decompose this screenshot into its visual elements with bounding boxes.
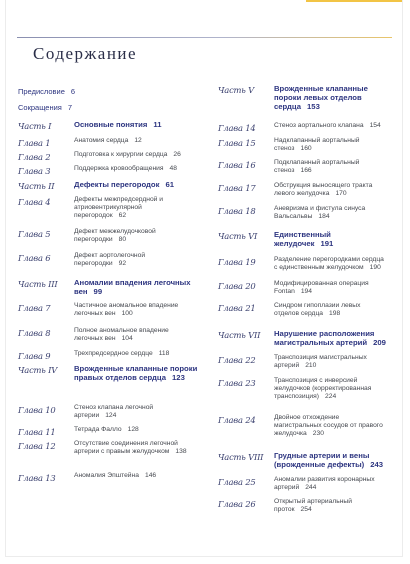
toc-entry-title: Аномалии развития коронарных артерий xyxy=(274,476,375,492)
toc-entry-title: Подклапанный аортальный стеноз xyxy=(274,159,360,175)
toc-part-entry xyxy=(18,364,202,382)
toc-entry-title: Поддержка кровообращения xyxy=(74,165,164,172)
toc-entry-text xyxy=(274,205,386,221)
toc-entry-text xyxy=(274,329,392,347)
toc-chapter-entry xyxy=(18,302,194,318)
toc-chapter-entry xyxy=(18,472,194,484)
toc-entry-label: Часть VIII xyxy=(218,452,264,462)
toc-entry-label: Глава 17 xyxy=(218,183,256,193)
toc-entry-page: 160 xyxy=(300,145,312,153)
toc-entry-title: Обструкция выносящего тракта левого желудочка xyxy=(274,182,373,198)
toc-entry-text xyxy=(274,256,386,272)
toc-entry-label: Глава 20 xyxy=(218,281,256,291)
toc-entry-page: 11 xyxy=(153,120,162,129)
toc-chapter-entry xyxy=(218,498,386,514)
toc-entry-title: Грудные артерии и вены (врожденные дефекты) xyxy=(274,451,370,470)
toc-entry-text xyxy=(74,228,194,244)
toc-chapter-entry xyxy=(218,159,386,175)
toc-chapter-entry xyxy=(18,252,194,268)
toc-entry-label: Часть IV xyxy=(18,365,58,375)
toc-entry-page: 244 xyxy=(305,484,317,492)
toc-chapter-entry xyxy=(218,354,386,370)
toc-part-entry xyxy=(218,84,392,112)
toc-front-entry xyxy=(18,103,158,112)
toc-entry-page: 26 xyxy=(173,151,181,158)
toc-entry-label: Глава 11 xyxy=(18,427,56,437)
toc-entry-text xyxy=(74,165,194,173)
toc-entry-text xyxy=(274,280,386,296)
toc-entry-title: Разделение перегородками сердца с единственным желудочком xyxy=(274,256,384,272)
toc-entry-label: Глава 9 xyxy=(18,351,51,361)
toc-entry-page: 7 xyxy=(67,103,73,112)
toc-entry-title: Двойное отхождение магистральных сосудов от правого желудочка xyxy=(274,414,383,438)
toc-entry-text xyxy=(274,414,386,439)
toc-chapter-entry xyxy=(18,165,194,177)
toc-entry-page: 62 xyxy=(118,212,127,220)
toc-entry-page: 153 xyxy=(307,102,320,112)
toc-entry-page: 124 xyxy=(105,412,117,420)
toc-entry-text xyxy=(74,350,194,358)
toc-entry-text xyxy=(74,440,194,456)
toc-entry-title: Дефекты межпредсердной и атриовентрикулярной перегородок xyxy=(74,196,164,220)
toc-entry-page: 224 xyxy=(325,393,337,401)
toc-entry-title: Дефект аортолегочной перегородки xyxy=(74,252,146,268)
toc-entry-title: Трехпредсердное сердце xyxy=(74,350,153,357)
toc-entry-page: 194 xyxy=(300,288,312,296)
toc-entry-text xyxy=(74,196,194,221)
toc-entry-label: Глава 25 xyxy=(218,477,256,487)
toc-entry-page: 61 xyxy=(165,180,175,189)
toc-chapter-entry xyxy=(218,414,386,439)
toc-entry-title: Аневризма и фистула синуса Вальсальвы xyxy=(274,205,366,221)
toc-entry-title: Отсутствие соединения легочной артерии с правым желудочком xyxy=(74,440,178,456)
toc-entry-page: 123 xyxy=(172,373,185,383)
toc-entry-text xyxy=(274,354,386,370)
toc-entry-label: Глава 6 xyxy=(18,253,51,263)
toc-entry-title: Транспозиция с инверсией желудочков (корректированная транспозиция) xyxy=(274,377,372,401)
toc-entry-page: 92 xyxy=(118,260,127,268)
toc-entry-title: Единственный желудочек xyxy=(274,230,331,249)
toc-entry-text xyxy=(274,230,392,248)
toc-part-entry xyxy=(218,230,392,248)
toc-entry-title: Подготовка к хирургии сердца xyxy=(74,151,168,158)
toc-entry-page: 128 xyxy=(127,426,139,433)
toc-entry-label: Глава 19 xyxy=(218,257,256,267)
toc-entry-title: Стеноз клапана легочной артерии xyxy=(74,404,154,420)
toc-entry-title: Тетрада Фалло xyxy=(74,426,122,433)
toc-chapter-entry xyxy=(218,137,386,153)
toc-entry-label: Часть I xyxy=(18,121,52,131)
toc-entry-title: Предисловие xyxy=(18,87,65,96)
toc-entry-title: Открытый артериальный проток xyxy=(274,498,352,514)
toc-entry-title: Врожденные клапанные пороки левых отделов сердца xyxy=(274,84,368,112)
toc-entry-label: Глава 23 xyxy=(218,378,256,388)
toc-entry-label: Глава 16 xyxy=(218,160,256,170)
toc-entry-text xyxy=(74,426,194,434)
toc-entry-text xyxy=(18,103,158,112)
toc-entry-label: Глава 8 xyxy=(18,328,51,338)
toc-entry-title: Сокращения xyxy=(18,103,62,112)
toc-entry-page: 154 xyxy=(369,122,381,129)
toc-entry-label: Глава 4 xyxy=(18,197,51,207)
toc-entry-label: Глава 3 xyxy=(18,166,51,176)
toc-entry-text xyxy=(74,252,194,268)
toc-chapter-entry xyxy=(218,377,386,402)
toc-entry-text xyxy=(74,151,194,159)
toc-entry-title: Основные понятия xyxy=(74,120,148,129)
toc-entry-page: 198 xyxy=(329,310,341,318)
toc-entry-text xyxy=(274,451,392,469)
toc-entry-text xyxy=(274,302,386,318)
toc-chapter-entry xyxy=(218,280,386,296)
book-page xyxy=(6,0,402,556)
toc-entry-label: Глава 21 xyxy=(218,303,256,313)
toc-entry-title: Анатомия сердца xyxy=(74,137,129,144)
toc-entry-text xyxy=(274,377,386,402)
toc-chapter-entry xyxy=(18,327,194,343)
toc-chapter-entry xyxy=(218,122,386,134)
toc-entry-text xyxy=(74,302,194,318)
toc-entry-title: Надклапанный аортальный стеноз xyxy=(274,137,360,153)
toc-entry-page: 166 xyxy=(300,167,312,175)
toc-entry-page: 184 xyxy=(318,213,330,221)
toc-entry-title: Аномалии впадения легочных вен xyxy=(74,278,191,297)
toc-entry-text xyxy=(274,137,386,153)
toc-entry-page: 146 xyxy=(144,472,157,479)
toc-chapter-entry xyxy=(18,137,194,149)
toc-chapter-entry xyxy=(18,228,194,244)
toc-entry-page: 209 xyxy=(373,338,386,348)
toc-entry-label: Глава 10 xyxy=(18,405,56,415)
toc-chapter-entry xyxy=(18,151,194,163)
toc-entry-page: 254 xyxy=(300,506,312,514)
toc-entry-page: 104 xyxy=(121,335,133,343)
toc-entry-label: Глава 13 xyxy=(18,473,56,483)
toc-entry-title: Нарушение расположения магистральных артерий xyxy=(274,329,375,348)
accent-line xyxy=(306,0,402,2)
toc-entry-title: Полное аномальное впадение легочных вен xyxy=(74,327,169,343)
toc-entry-title: Дефекты перегородок xyxy=(74,180,160,189)
toc-entry-label: Глава 5 xyxy=(18,229,51,239)
toc-entry-label: Глава 2 xyxy=(18,152,51,162)
toc-entry-page: 191 xyxy=(320,239,334,249)
toc-chapter-entry xyxy=(218,302,386,318)
toc-entry-page: 12 xyxy=(134,137,142,144)
toc-front-entry xyxy=(18,87,158,96)
toc-entry-title: Дефект межжелудочковой перегородки xyxy=(74,228,156,244)
toc-entry-text xyxy=(74,404,194,420)
toc-chapter-entry xyxy=(218,476,386,492)
toc-entry-text xyxy=(274,122,386,130)
toc-entry-text xyxy=(74,120,202,129)
toc-entry-label: Глава 22 xyxy=(218,355,256,365)
toc-part-entry xyxy=(18,278,202,296)
toc-chapter-entry xyxy=(218,182,386,198)
toc-entry-text xyxy=(274,84,392,112)
toc-chapter-entry xyxy=(18,426,194,438)
toc-entry-page: 190 xyxy=(369,264,381,272)
toc-entry-page: 210 xyxy=(305,362,317,370)
toc-chapter-entry xyxy=(18,196,194,221)
toc-entry-text xyxy=(74,472,194,480)
toc-entry-label: Часть II xyxy=(18,181,55,191)
toc-chapter-entry xyxy=(218,205,386,221)
toc-entry-text xyxy=(74,364,202,382)
toc-entry-text xyxy=(74,137,194,145)
toc-entry-title: Аномалия Эпштейна xyxy=(74,472,139,479)
toc-entry-title: Стеноз аортального клапана xyxy=(274,122,364,129)
toc-entry-text xyxy=(274,476,386,492)
page-title: Содержание xyxy=(33,44,138,63)
toc-entry-page: 48 xyxy=(169,165,177,172)
toc-entry-label: Часть VI xyxy=(218,231,258,241)
toc-entry-label: Глава 26 xyxy=(218,499,256,509)
toc-entry-text xyxy=(18,87,158,96)
toc-part-entry xyxy=(218,451,392,469)
toc-entry-label: Часть VII xyxy=(218,330,261,340)
toc-entry-title: Модифицированная операция Fontan xyxy=(274,280,369,296)
toc-entry-page: 118 xyxy=(158,350,170,357)
toc-entry-label: Глава 24 xyxy=(218,415,256,425)
toc-entry-label: Часть V xyxy=(218,85,254,95)
toc-entry-page: 138 xyxy=(175,448,187,456)
toc-entry-text xyxy=(274,498,386,514)
toc-entry-label: Глава 15 xyxy=(218,138,256,148)
toc-entry-page: 80 xyxy=(118,236,127,244)
toc-entry-text xyxy=(74,278,202,296)
header-rule xyxy=(17,37,392,38)
toc-entry-page: 230 xyxy=(312,430,324,438)
toc-part-entry xyxy=(18,180,202,192)
toc-entry-label: Глава 1 xyxy=(18,138,51,148)
toc-entry-page: 243 xyxy=(370,460,384,470)
toc-entry-label: Глава 12 xyxy=(18,441,56,451)
toc-chapter-entry xyxy=(18,404,194,420)
toc-entry-title: Частичное аномальное впадение легочных вен xyxy=(74,302,179,318)
toc-entry-page: 6 xyxy=(70,87,76,96)
toc-part-entry xyxy=(218,329,392,347)
toc-entry-title: Синдром гипоплазии левых отделов сердца xyxy=(274,302,361,318)
toc-entry-text xyxy=(74,327,194,343)
toc-chapter-entry xyxy=(218,256,386,272)
toc-entry-title: Транспозиция магистральных артерий xyxy=(274,354,367,370)
toc-entry-title: Врожденные клапанные пороки правых отделов сердца xyxy=(74,364,198,383)
toc-entry-page: 170 xyxy=(335,190,347,198)
toc-entry-text xyxy=(274,159,386,175)
toc-entry-label: Глава 7 xyxy=(18,303,51,313)
toc-entry-text xyxy=(274,182,386,198)
toc-part-entry xyxy=(18,120,202,132)
toc-entry-page: 100 xyxy=(121,310,133,318)
toc-entry-label: Часть III xyxy=(18,279,58,289)
toc-entry-page: 99 xyxy=(93,287,103,297)
toc-entry-label: Глава 14 xyxy=(218,123,256,133)
toc-chapter-entry xyxy=(18,440,194,456)
toc-entry-text xyxy=(74,180,202,189)
toc-entry-label: Глава 18 xyxy=(218,206,256,216)
toc-chapter-entry xyxy=(18,350,194,362)
